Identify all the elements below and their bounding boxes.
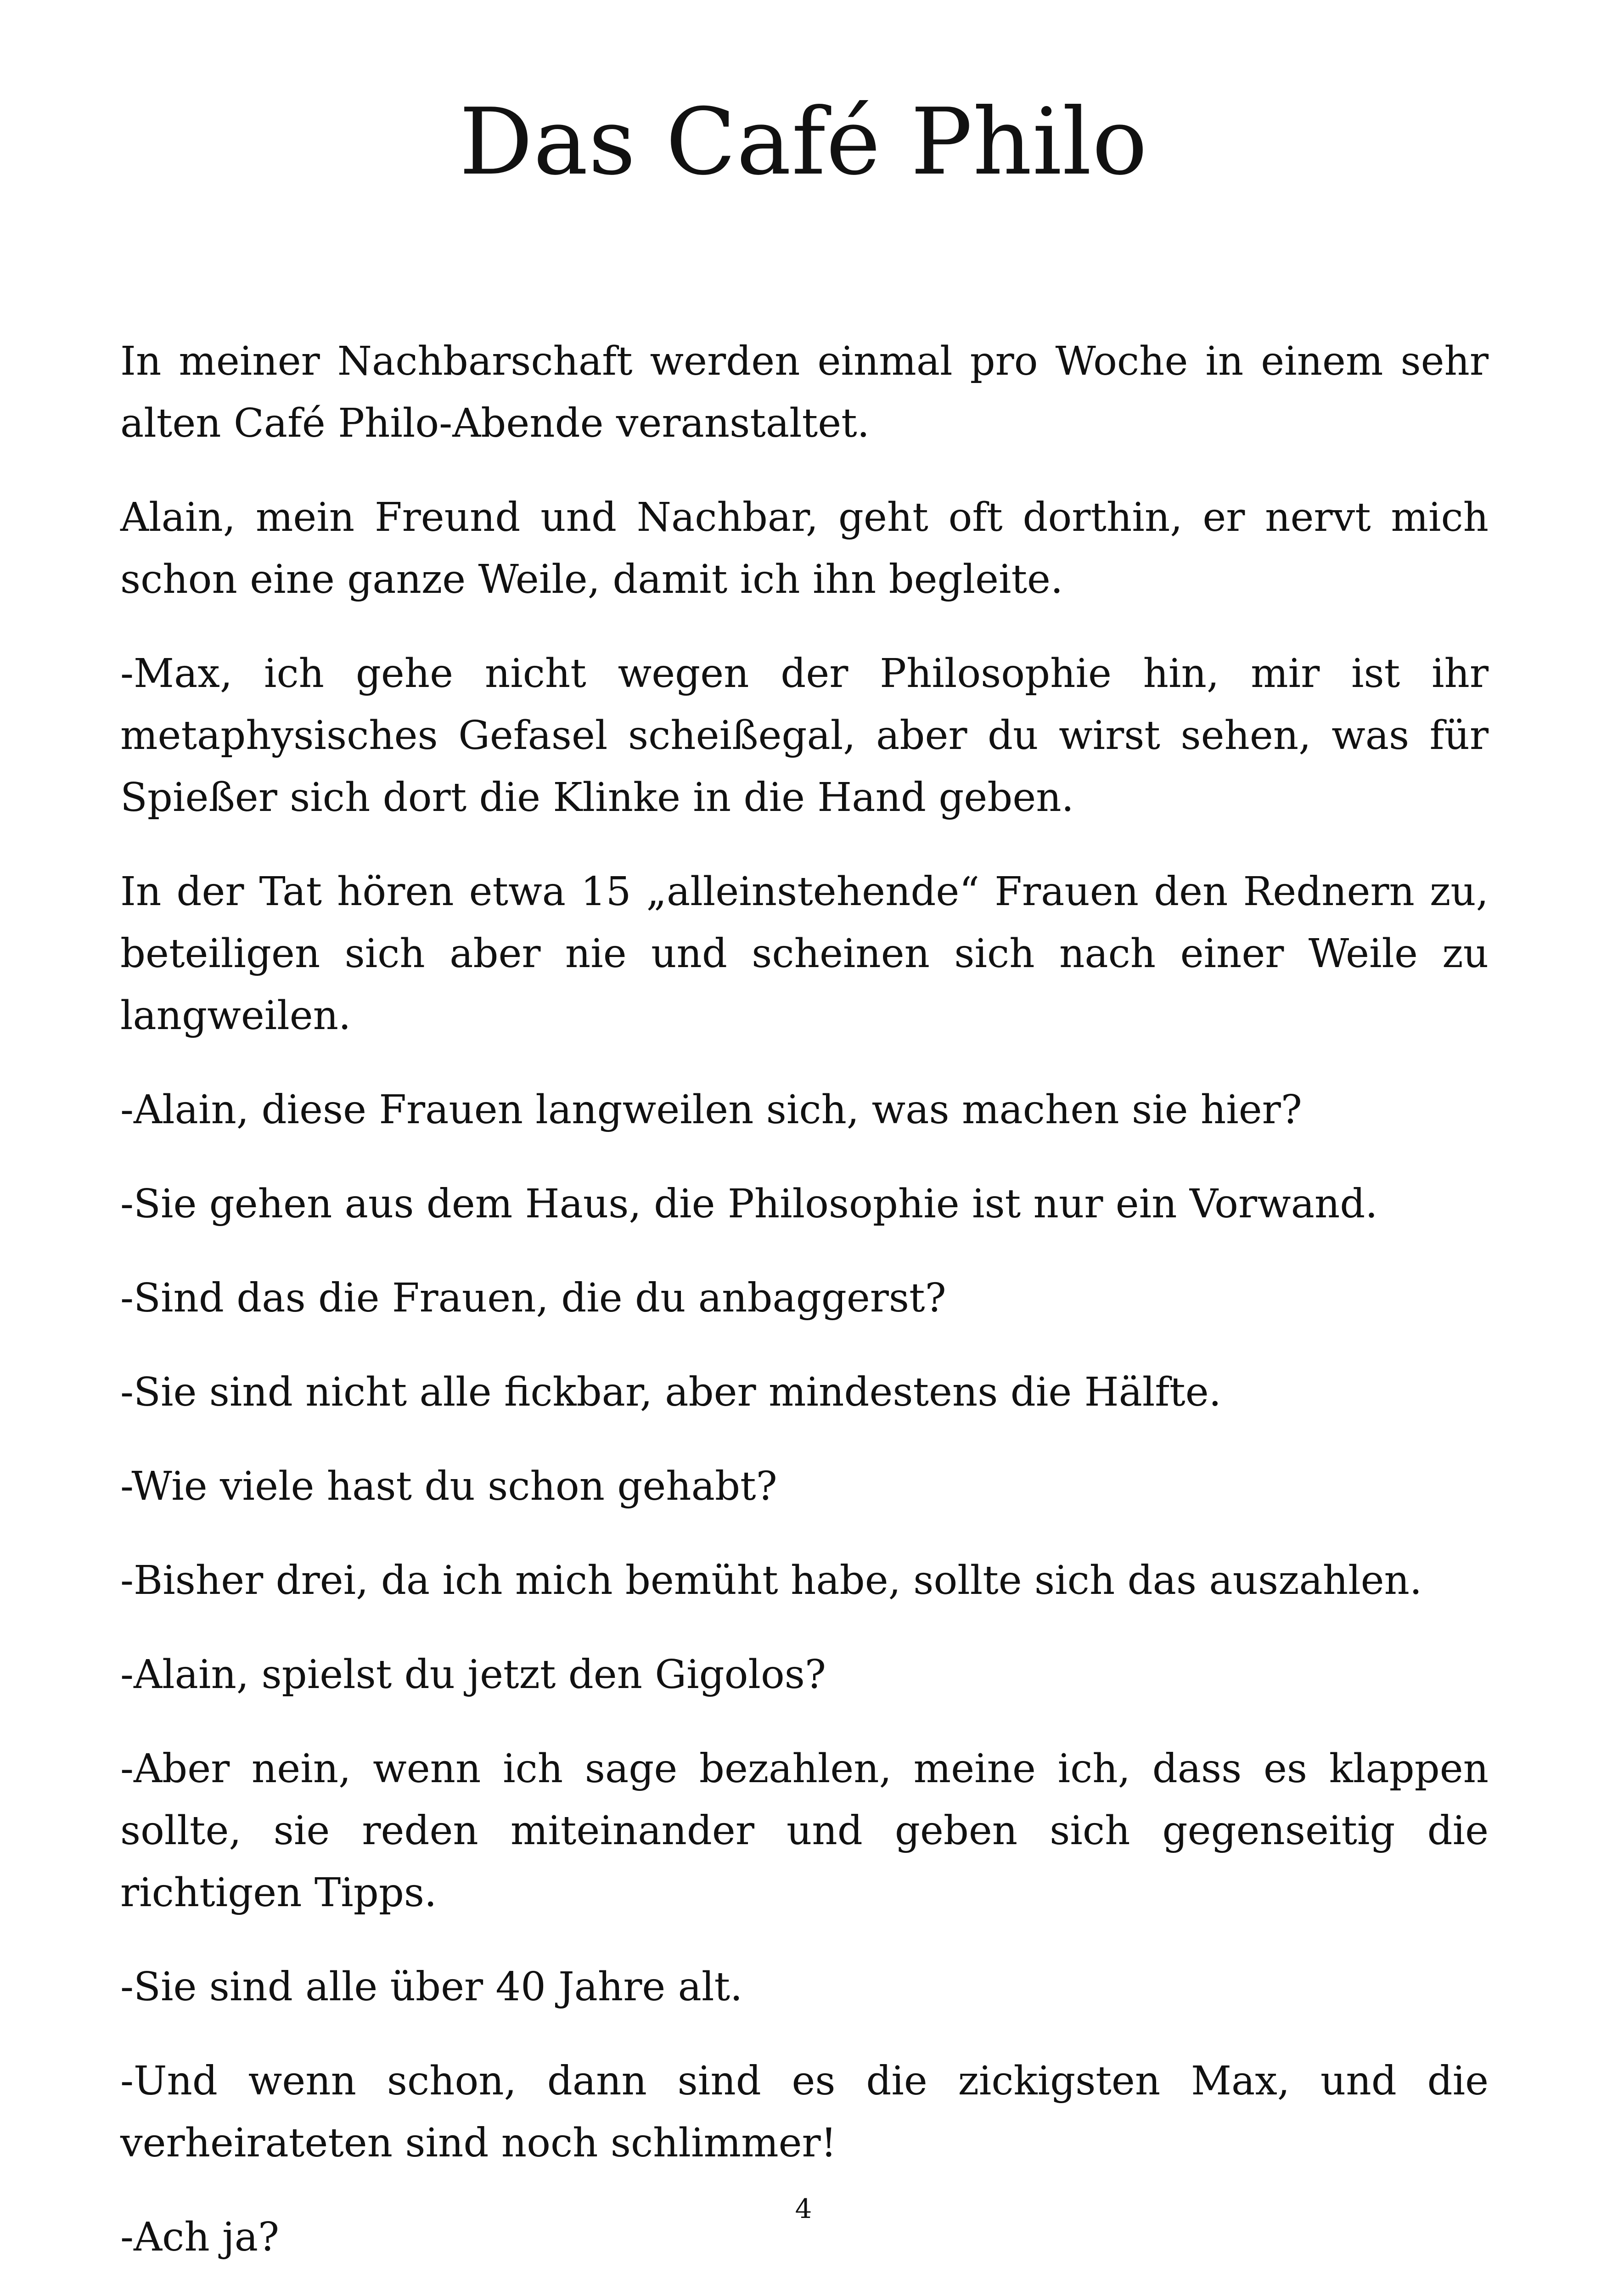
dialogue-line: -Alain, spielst du jetzt den Gigolos?	[120, 1652, 826, 1698]
paragraph: Alain, mein Freund und Nachbar, geht oft dorthin, er nervt mich schon eine ganze Weile, damit ich ihn begleite.	[120, 495, 1489, 602]
document-body	[120, 331, 1489, 2296]
page-number: 4	[795, 2193, 812, 2224]
dialogue-line: -Aber nein, wenn ich sage bezahlen, meine ich, dass es klappen sollte, sie reden miteinander und geben sich gegenseitig die richtigen Tipps.	[120, 1746, 1489, 1916]
page-title: Das Café Philo	[459, 89, 1148, 196]
dialogue-line: -Bisher drei, da ich mich bemüht habe, sollte sich das auszahlen.	[120, 1558, 1422, 1604]
dialogue-line: -Und wenn schon, dann sind es die zickigsten Max, und die verheirateten sind noch schlimmer!	[120, 2058, 1489, 2166]
paragraph: In meiner Nachbarschaft werden einmal pro Woche in einem sehr alten Café Philo-Abende veranstaltet.	[120, 338, 1489, 446]
dialogue-line: -Wie viele hast du schon gehabt?	[120, 1463, 777, 1509]
dialogue-line: -Ach ja?	[120, 2214, 280, 2260]
dialogue-line: -Alain, diese Frauen langweilen sich, was machen sie hier?	[120, 1087, 1302, 1133]
dialogue-line: -Sie gehen aus dem Haus, die Philosophie ist nur ein Vorwand.	[120, 1181, 1378, 1227]
dialogue-line: -Sie sind nicht alle fickbar, aber mindestens die Hälfte.	[120, 1369, 1221, 1415]
paragraph: In der Tat hören etwa 15 „alleinstehende“ Frauen den Rednern zu, beteiligen sich aber nie und scheinen sich nach einer Weile zu langweilen.	[120, 869, 1489, 1039]
dialogue-line: -Sind das die Frauen, die du anbaggerst?	[120, 1275, 946, 1321]
dialogue-line: -Sie sind alle über 40 Jahre alt.	[120, 1964, 743, 2010]
paragraph: -Max, ich gehe nicht wegen der Philosophie hin, mir ist ihr metaphysisches Gefasel scheißegal, aber du wirst sehen, was für Spießer sich dort die Klinke in die Hand geben.	[120, 651, 1489, 821]
